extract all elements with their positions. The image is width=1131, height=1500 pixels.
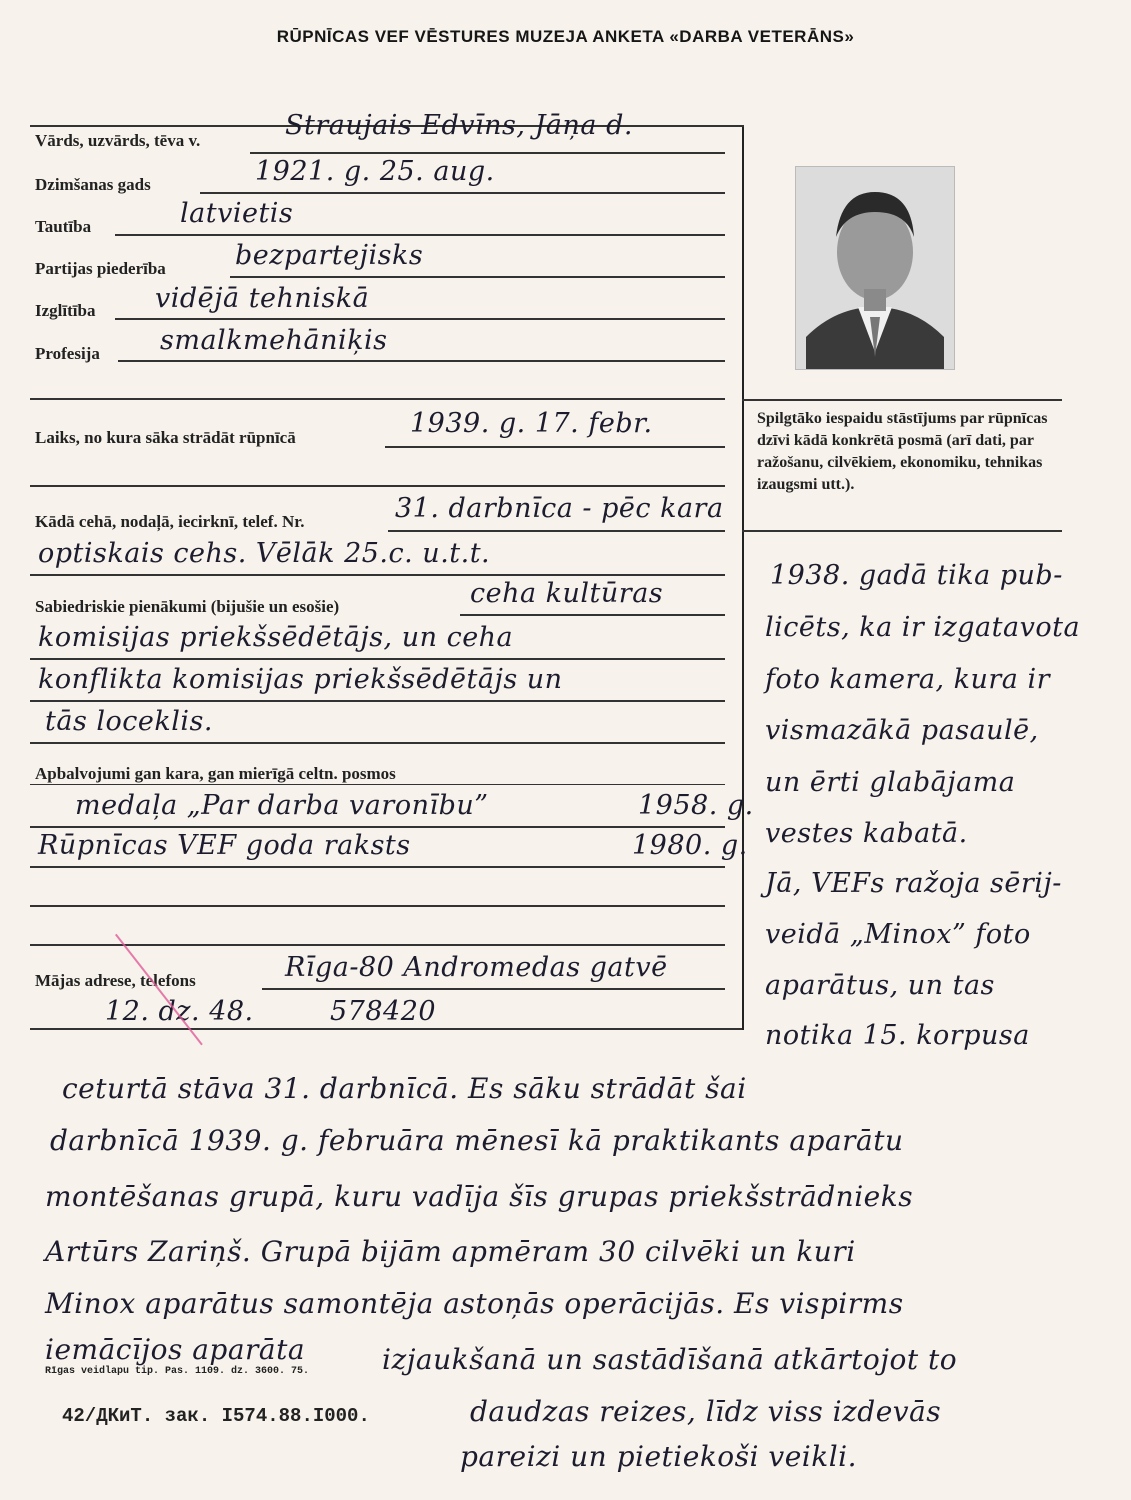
duties-underline-2 — [30, 658, 725, 660]
story-right-line-2: licēts, ka ir izgatavota — [765, 612, 1081, 643]
education-label: Izglītība — [35, 301, 96, 320]
department-underline-2 — [30, 574, 725, 576]
awards-underline-0 — [30, 784, 725, 785]
column-divider — [742, 125, 744, 1030]
story-right-line-5: un ērti glabājama — [765, 767, 1016, 798]
start-time-label: Laiks, no kura sāka strādāt rūpnīcā — [35, 428, 296, 447]
address-value-2b: 578420 — [330, 996, 437, 1027]
duties-value-1: ceha kultūras — [470, 578, 664, 609]
portrait-photo — [795, 166, 955, 370]
profession-value: smalkmehāniķis — [160, 325, 388, 356]
nationality-label: Tautība — [35, 217, 92, 236]
story-right-line-3: foto kamera, kura ir — [765, 664, 1051, 695]
story-right-line-1: 1938. gadā tika pub- — [770, 560, 1063, 591]
start-time-underline — [385, 446, 725, 448]
story-right-line-4: vismazākā pasaulē, — [765, 715, 1039, 746]
party-value: bezpartejisks — [235, 240, 424, 271]
name-label: Vārds, uzvārds, tēva v. — [35, 131, 201, 150]
blank-rule-4 — [30, 944, 725, 946]
duties-underline-3 — [30, 700, 725, 702]
name-underline — [250, 152, 725, 154]
form-title: RŪPNĪCAS VEF VĒSTURES MUZEJA ANKETA «DARBA VETERĀNS» — [276, 27, 855, 46]
awards-underline-2 — [30, 866, 725, 868]
start-time-value: 1939. g. 17. febr. — [410, 408, 653, 439]
education-underline — [115, 318, 725, 320]
duties-value-4: tās loceklis. — [45, 706, 213, 737]
duties-underline-1 — [460, 614, 725, 616]
story-box-rule-bottom — [742, 530, 1062, 532]
birth-year-value: 1921. g. 25. aug. — [255, 156, 495, 187]
story-right-line-9: aparātus, un tas — [765, 970, 995, 1001]
address-value-1: Rīga-80 Andromedas gatvē — [285, 952, 668, 983]
birth-year-label: Dzimšanas gads — [35, 175, 151, 194]
story-bottom-line-3: montēšanas grupā, kuru vadīja šīs grupas priekšstrādnieks — [45, 1180, 914, 1213]
blank-rule-1 — [30, 398, 725, 400]
story-box-rule — [742, 399, 1062, 401]
story-right-line-6: vestes kabatā. — [765, 818, 968, 849]
story-bottom-line-1: ceturtā stāva 31. darbnīcā. Es sāku strādāt šai — [62, 1072, 747, 1105]
award-2-text: Rūpnīcas VEF goda raksts — [38, 830, 411, 861]
nationality-value: latvietis — [180, 198, 294, 229]
address-underline-2 — [30, 1028, 742, 1030]
order-code: 42/ДКиТ. зак. I574.88.I000. — [62, 1405, 370, 1427]
duties-underline-4 — [30, 742, 725, 744]
department-value-2: optiskais cehs. Vēlāk 25.c. u.t.t. — [38, 538, 491, 569]
story-bottom-line-7: izjaukšanā un sastādīšanā atkārtojot to — [382, 1343, 958, 1376]
name-value: Straujais Edvīns, Jāņa d. — [285, 110, 633, 141]
duties-label: Sabiedriskie pienākumi (bijušie un esošie) — [35, 597, 340, 616]
party-underline — [230, 276, 725, 278]
story-box-label: Spilgtāko iespaidu stāstījums par rūpnīcas dzīvi kādā konkrētā posmā (arī dati, par ražošanu, cilvēkiem, ekonomiku, tehnikas izaugsmi utt.). — [757, 410, 1048, 493]
blank-rule-2 — [30, 485, 725, 487]
blank-rule-3 — [30, 905, 725, 907]
story-right-line-7: Jā, VEFs ražoja sērij- — [765, 868, 1062, 899]
award-1-year: 1958. g. — [638, 790, 754, 821]
birth-underline — [200, 192, 725, 194]
education-value: vidējā tehniskā — [155, 283, 370, 314]
department-underline-1 — [388, 530, 725, 532]
story-bottom-line-5: Minox aparātus samontēja astoņās operācijās. Es vispirms — [45, 1287, 904, 1320]
story-bottom-line-4: Artūrs Zariņš. Grupā bijām apmēram 30 cilvēki un kuri — [45, 1235, 856, 1268]
duties-value-3: konflikta komisijas priekšsēdētājs un — [38, 664, 563, 695]
address-label: Mājas adrese, telefons — [35, 971, 196, 990]
party-label: Partijas piederība — [35, 259, 166, 278]
award-2-year: 1980. g. — [632, 830, 748, 861]
duties-value-2: komisijas priekšsēdētājs, un ceha — [38, 622, 514, 653]
address-value-2a: 12. dz. 48. — [105, 996, 254, 1027]
awards-label: Apbalvojumi gan kara, gan mierīgā celtn. posmos — [35, 764, 396, 783]
story-right-line-10: notika 15. korpusa — [765, 1020, 1030, 1051]
nationality-underline — [115, 234, 725, 236]
profession-label: Profesija — [35, 344, 100, 363]
story-bottom-line-6: iemācījos aparāta — [45, 1333, 306, 1366]
address-underline-1 — [262, 988, 725, 990]
printer-note: Rīgas veidlapu tip. Pas. 1109. dz. 3600. 75. — [45, 1366, 310, 1377]
story-right-line-8: veidā „Minox” foto — [765, 919, 1031, 950]
department-label: Kādā cehā, nodaļā, iecirknī, telef. Nr. — [35, 512, 305, 531]
story-bottom-line-2: darbnīcā 1939. g. februāra mēnesī kā praktikants aparātu — [50, 1124, 904, 1157]
award-1-text: medaļa „Par darba varonību” — [75, 790, 489, 821]
story-bottom-line-8: daudzas reizes, līdz viss izdevās — [470, 1395, 942, 1428]
story-bottom-line-9: pareizi un pietiekoši veikli. — [460, 1440, 857, 1473]
profession-underline — [118, 360, 725, 362]
department-value-1: 31. darbnīca - pēc kara — [395, 493, 724, 524]
awards-underline-1 — [30, 826, 725, 828]
